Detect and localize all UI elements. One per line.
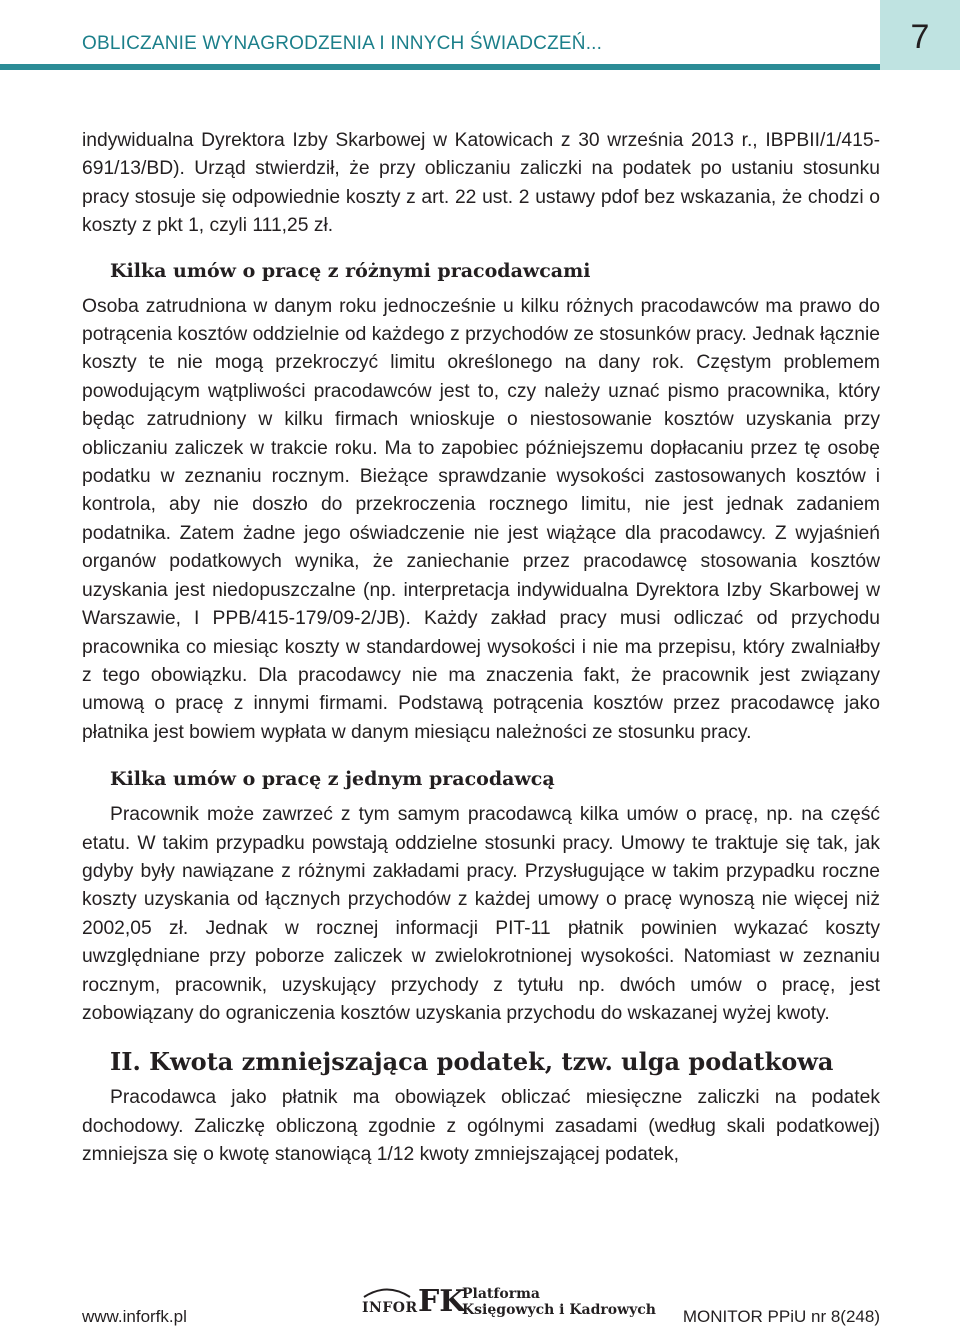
- logo-fk-text: FK: [418, 1284, 466, 1319]
- logo-line1: Platforma: [462, 1286, 541, 1302]
- heading-section-2: II. Kwota zmniejszająca podatek, tzw. ulga podatkowa: [110, 1047, 834, 1077]
- footer-publication: MONITOR PPiU nr 8(248): [682, 1307, 880, 1326]
- page-number: 7: [910, 18, 930, 56]
- logo-arc-icon: [362, 1286, 412, 1298]
- page-content: [82, 127, 880, 1170]
- paragraph-intro: indywidualna Dyrektora Izby Skarbowej w Katowicach z 30 września 2013 r., IBPBII/1/415-691/13/BD). Urząd stwierdził, że przy obliczaniu zaliczki na podatek po ustaniu stosunku pracy stosuje się odpowiednie koszty z art. 22 ust. 2 ustawy pdof bez wskazania, że chodzi o koszty z pkt 1, czyli 111,25 zł.: [82, 130, 880, 237]
- paragraph-tax-relief: Pracodawca jako płatnik ma obowiązek obliczać miesięczne zaliczki na podatek dochodowy. Zaliczkę obliczoną zgodnie z ogólnymi zasadami (według skali podatkowej) zmniejsza się o kwotę stanowiącą 1/12 kwoty zmniejszającej podatek,: [82, 1087, 880, 1166]
- logo-line2: Księgowych i Kadrowych: [462, 1302, 656, 1318]
- page-footer: [0, 1280, 960, 1332]
- logo-infor-text: INFOR: [362, 1300, 418, 1316]
- page-header: [0, 0, 960, 70]
- running-title: OBLICZANIE WYNAGRODZENIA I INNYCH ŚWIADCZEŃ...: [82, 33, 603, 54]
- paragraph-one-employer: Pracownik może zawrzeć z tym samym pracodawcą kilka umów o pracę, np. na część etatu. W takim przypadku powstają oddzielne stosunki pracy. Umowy te traktuje się tak, jak gdyby były nawiązane z różnymi zakładami pracy. Przysługujące w takim przypadku roczne koszty uzyskania od łącznych przychodów z każdej umowy o pracę wynoszą nie więcej niż 2002,05 zł. Jednak w rocznej informacji PIT-11 płatnik powinien wykazać koszty uwzględniane przy poborze zaliczek w zwielokrotnionej wysokości. Natomiast w zeznaniu rocznym, pracownik, uzyskujący przychody z tytułu np. dwóch umów o pracę, jest zobowiązany do ograniczenia kosztów uzyskania przychodu do wskazanej wyżej kwoty.: [82, 804, 880, 1024]
- paragraph-several-employers: Osoba zatrudniona w danym roku jednocześnie u kilku różnych pracodawców ma prawo do potrącenia kosztów oddzielnie od każdego z przychodów ze stosunków pracy. Jednak łącznie koszty te nie mogą przekroczyć limitu określonego na dany rok. Częstym problemem powodującym wątpliwości pracodawców jest to, czy należy uznać pismo pracownika, który będąc zatrudniony w kilku firmach wnioskuje o niestosowanie kosztów uzyskania przy obliczaniu zaliczek w trakcie roku. Ma to zapobiec późniejszemu dopłacaniu przez tę osobę podatku w zeznaniu rocznym. Bieżące sprawdzanie wysokości zastosowanych kosztów i kontrola, aby nie doszło do przekroczenia rocznego limitu, nie jest jednak zadaniem podatnika. Zatem żadne jego oświadczenie nie jest wiążące dla pracodawcy. Z wyjaśnień organów podatkowych wynika, że zaniechanie przez pracodawcę stosowania kosztów uzyskania jest niedopuszczalne (np. interpretacja indywidualna Dyrektora Izby Skarbowej w Warszawie, I PPB/415-179/09-2/JB). Każdy zakład pracy musi odliczać od przychodu pracownika co miesiąc koszty w standardowej wysokości i nie ma przepisu, który zwalniałby z tego obowiązku. Dla pracodawcy nie ma znaczenia fakt, że pracownik jest związany umową o pracę z innymi firmami. Podstawą potrącenia kosztów przez pracodawcę jako płatnika jest bowiem wypłata w danym miesiącu należności ze stosunku pracy.: [82, 295, 880, 743]
- heading-several-employers: Kilka umów o pracę z różnymi pracodawcami: [110, 259, 591, 282]
- heading-one-employer: Kilka umów o pracę z jednym pracodawcą: [110, 768, 555, 791]
- header-rule: [0, 64, 880, 70]
- publisher-logo: [362, 1284, 656, 1320]
- footer-url[interactable]: www.inforfk.pl: [82, 1307, 187, 1326]
